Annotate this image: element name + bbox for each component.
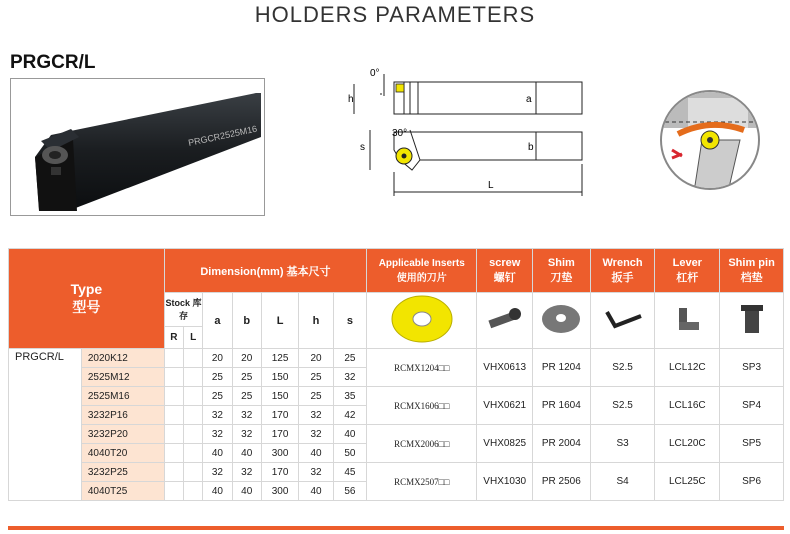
cell-s: 25 xyxy=(333,349,366,368)
angle-top-label: 0° xyxy=(370,68,380,79)
shim-code: PR 2506 xyxy=(533,463,591,501)
cell-l: 170 xyxy=(261,406,298,425)
cell-h: 32 xyxy=(299,463,333,482)
cell-a: 32 xyxy=(203,406,232,425)
wrench-icon xyxy=(590,293,655,349)
cell-l: 170 xyxy=(261,425,298,444)
dim-l-label: L xyxy=(488,180,494,191)
cell-s: 35 xyxy=(333,387,366,406)
cell-a: 40 xyxy=(203,444,232,463)
table-row xyxy=(9,387,784,406)
cell-b: 25 xyxy=(232,387,261,406)
wrench-code: S2.5 xyxy=(590,387,655,425)
lever-code: LCL20C xyxy=(655,425,720,463)
row-code: 2525M12 xyxy=(81,368,164,387)
cell-s: 50 xyxy=(333,444,366,463)
technical-drawing xyxy=(340,60,600,205)
shim-header-cn: 刀垫 xyxy=(550,271,573,284)
shimpin-code: SP5 xyxy=(720,425,784,463)
table-row xyxy=(9,349,784,368)
table-row xyxy=(9,425,784,444)
col-b: b xyxy=(232,293,261,349)
cell-b: 32 xyxy=(232,425,261,444)
row-code: 3232P25 xyxy=(81,463,164,482)
cell-h: 20 xyxy=(299,349,333,368)
row-code: 2525M16 xyxy=(81,387,164,406)
cell-l: 150 xyxy=(261,368,298,387)
photo-engraving: PRGCR2525M16 xyxy=(187,123,258,148)
screw-header xyxy=(477,249,533,293)
row-code: 2020K12 xyxy=(81,349,164,368)
dim-s-label: s xyxy=(360,142,365,153)
screw-code: VHX0613 xyxy=(477,349,533,387)
type-header xyxy=(9,249,165,349)
cell-b: 25 xyxy=(232,368,261,387)
shimpin-code: SP4 xyxy=(720,387,784,425)
cell-a: 32 xyxy=(203,425,232,444)
wrench-header xyxy=(590,249,655,293)
stock-r: R xyxy=(164,326,183,348)
type-label-en: Type xyxy=(70,280,103,297)
cell-a: 40 xyxy=(203,482,232,501)
row-code: 3232P20 xyxy=(81,425,164,444)
shimpin-header xyxy=(720,249,784,293)
parameters-table xyxy=(8,248,784,501)
cell-s: 42 xyxy=(333,406,366,425)
lever-header-en: Lever xyxy=(672,256,702,269)
cell-h: 40 xyxy=(299,444,333,463)
screw-code: VHX0825 xyxy=(477,425,533,463)
insert-code: RCMX2006□□ xyxy=(367,425,477,463)
cell-h: 32 xyxy=(299,425,333,444)
screw-header-en: screw xyxy=(489,256,521,269)
screw-header-cn: 螺钉 xyxy=(493,271,516,284)
tool-holder-image xyxy=(11,79,264,215)
shim-code: PR 2004 xyxy=(533,425,591,463)
cell-a: 25 xyxy=(203,368,232,387)
cell-h: 32 xyxy=(299,406,333,425)
wrench-code: S4 xyxy=(590,463,655,501)
wrench-code: S3 xyxy=(590,425,655,463)
col-h: h xyxy=(299,293,333,349)
lever-code: LCL16C xyxy=(655,387,720,425)
bottom-accent-bar xyxy=(8,526,784,530)
shim-code: PR 1604 xyxy=(533,387,591,425)
lever-code: LCL12C xyxy=(655,349,720,387)
shimpin-header-cn: 档垫 xyxy=(740,271,763,284)
shimpin-code: SP3 xyxy=(720,349,784,387)
stock-l: L xyxy=(184,326,203,348)
lever-icon xyxy=(655,293,720,349)
cell-l: 300 xyxy=(261,482,298,501)
inserts-header-en: Applicable Inserts xyxy=(378,257,465,269)
cell-l: 125 xyxy=(261,349,298,368)
shimpin-code: SP6 xyxy=(720,463,784,501)
cell-h: 40 xyxy=(299,482,333,501)
model-heading: PRGCR/L xyxy=(10,52,96,73)
clamping-detail xyxy=(658,88,762,197)
shimpin-icon xyxy=(720,293,784,349)
cell-l: 150 xyxy=(261,387,298,406)
lever-header-cn: 杠杆 xyxy=(676,271,699,284)
cell-a: 32 xyxy=(203,463,232,482)
insert-code: RCMX1204□□ xyxy=(367,349,477,387)
dim-a-label: a xyxy=(526,94,532,105)
screw-code: VHX1030 xyxy=(477,463,533,501)
cell-h: 25 xyxy=(299,368,333,387)
inserts-header xyxy=(367,249,477,293)
insert-icon xyxy=(367,293,477,349)
angle-side-label: 30° xyxy=(392,128,408,139)
table-row xyxy=(9,463,784,482)
cell-a: 25 xyxy=(203,387,232,406)
col-s: s xyxy=(333,293,366,349)
cell-a: 20 xyxy=(203,349,232,368)
cell-b: 40 xyxy=(232,482,261,501)
cell-s: 32 xyxy=(333,368,366,387)
stock-header: Stock 库存 xyxy=(164,293,202,327)
cell-b: 20 xyxy=(232,349,261,368)
type-label-cn: 型号 xyxy=(72,298,101,315)
cell-b: 32 xyxy=(232,463,261,482)
cell-l: 300 xyxy=(261,444,298,463)
screw-icon xyxy=(477,293,533,349)
col-l: L xyxy=(261,293,298,349)
wrench-header-en: Wrench xyxy=(602,256,643,269)
cell-s: 56 xyxy=(333,482,366,501)
cell-b: 40 xyxy=(232,444,261,463)
lever-code: LCL25C xyxy=(655,463,720,501)
cell-s: 45 xyxy=(333,463,366,482)
shimpin-header-en: Shim pin xyxy=(728,256,775,269)
product-photo xyxy=(10,78,265,216)
col-a: a xyxy=(203,293,232,349)
dim-h-label: h xyxy=(348,94,354,105)
row-code: 4040T20 xyxy=(81,444,164,463)
shim-code: PR 1204 xyxy=(533,349,591,387)
lever-header xyxy=(655,249,720,293)
wrench-code: S2.5 xyxy=(590,349,655,387)
inserts-header-cn: 使用的刀片 xyxy=(396,272,447,284)
family-label: PRGCR/L xyxy=(9,349,82,501)
wrench-header-cn: 扳手 xyxy=(611,271,634,284)
row-code: 4040T25 xyxy=(81,482,164,501)
page-title: HOLDERS PARAMETERS xyxy=(254,2,536,27)
insert-code: RCMX2507□□ xyxy=(367,463,477,501)
cell-s: 40 xyxy=(333,425,366,444)
shim-icon xyxy=(533,293,591,349)
dimension-header: Dimension(mm) 基本尺寸 xyxy=(164,249,366,293)
cell-l: 170 xyxy=(261,463,298,482)
row-code: 3232P16 xyxy=(81,406,164,425)
shim-header xyxy=(533,249,591,293)
screw-code: VHX0621 xyxy=(477,387,533,425)
cell-h: 25 xyxy=(299,387,333,406)
insert-code: RCMX1606□□ xyxy=(367,387,477,425)
shim-header-en: Shim xyxy=(547,256,575,269)
dim-b-label: b xyxy=(528,142,534,153)
cell-b: 32 xyxy=(232,406,261,425)
